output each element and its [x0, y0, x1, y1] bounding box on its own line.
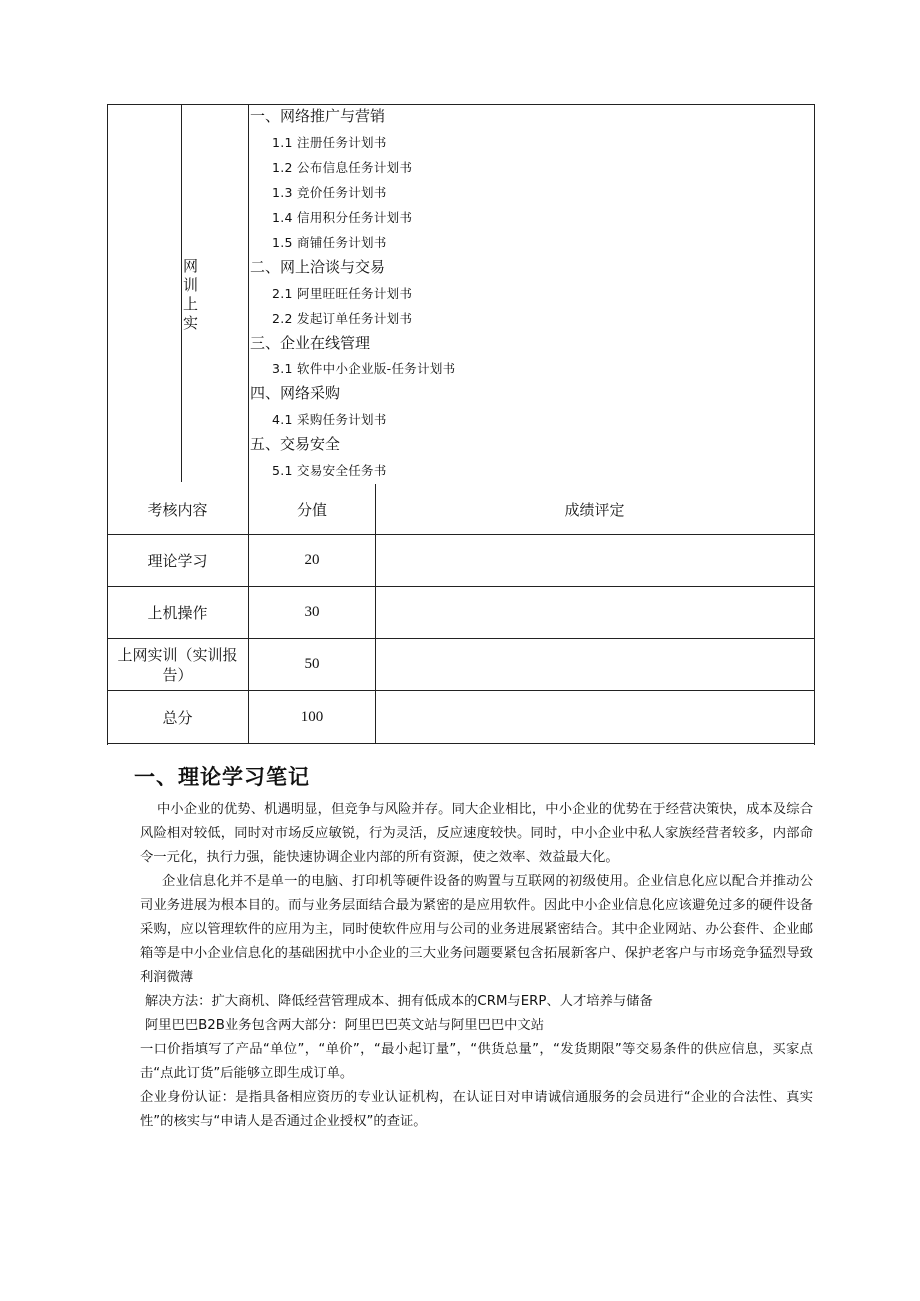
outline-heading: 四、网络采购 — [250, 384, 341, 403]
outline-heading: 一、网络推广与营销 — [250, 107, 386, 125]
table-cell-score: 50 — [304, 656, 320, 672]
table-header-score: 分值 — [296, 500, 327, 519]
outline-item: 1.5 商铺任务计划书 — [272, 234, 387, 250]
table-cell-grade[interactable] — [376, 691, 813, 743]
notes-paragraph: 企业身份认证：是指具备相应资历的专业认证机构，在认证日对申请诚信通服务的会员进行“企业的合法性、真实性”的核实与“申请人是否通过企业授权”的查证。 — [140, 1090, 813, 1129]
table-cell-score: 30 — [304, 604, 320, 620]
outline-item: 1.1 注册任务计划书 — [272, 134, 387, 150]
outline-item: 1.3 竞价任务计划书 — [272, 184, 387, 200]
table-cell-item: 上机操作 — [147, 604, 208, 622]
outline-item: 4.1 采购任务计划书 — [272, 412, 387, 428]
training-outline — [250, 104, 810, 483]
notes-paragraph: 解决方法：扩大商机、降低经营管理成本、拥有低成本的CRM与ERP、人才培养与储备 — [145, 994, 653, 1009]
section-vertical-label: 网训上实 — [183, 257, 199, 332]
outline-heading: 二、网上洽谈与交易 — [250, 257, 386, 276]
table-header-grade: 成绩评定 — [564, 500, 625, 519]
table-cell-grade[interactable] — [376, 535, 813, 586]
notes-body — [140, 798, 813, 1134]
table-cell-score: 100 — [300, 708, 324, 725]
outline-item: 2.1 阿里旺旺任务计划书 — [272, 285, 413, 301]
table-rule — [107, 743, 814, 744]
outline-heading: 五、交易安全 — [250, 435, 341, 454]
notes-paragraph: 企业信息化并不是单一的电脑、打印机等硬件设备的购置与互联网的初级使用。企业信息化应以配合并推动公司业务进展为根本目的。而与业务层面结合最为紧密的是应用软件。因此中小企业信息化应该避免过多的硬件设备采购，应以管理软件的应用为主，同时使软件应用与公司的业务进展紧密结合。其中企业网站、办公套件、企业邮箱等是中小企业信息化的基础困扰中小企业的三大业务问题要紧包含拓展新客户、保护老客户与市场竞争猛烈导致利润微薄 — [140, 874, 813, 985]
notes-paragraph: 中小企业的优势、机遇明显，但竞争与风险并存。同大企业相比，中小企业的优势在于经营决策快，成本及综合风险相对较低，同时对市场反应敏锐，行为灵活，反应速度较快。同时，中小企业中私人家族经营者较多，内部命令一元化，执行力强，能快速协调企业内部的所有资源，使之效率、效益最大化。 — [140, 802, 813, 865]
outline-item: 3.1 软件中小企业版-任务计划书 — [272, 361, 456, 377]
table-cell-score: 20 — [304, 552, 320, 568]
table-cell-item: 总分 — [162, 708, 193, 727]
section-title: 一、理论学习笔记 — [134, 765, 310, 789]
outline-item: 2.2 发起订单任务计划书 — [272, 310, 413, 326]
outline-heading: 三、企业在线管理 — [250, 333, 371, 352]
table-header-item: 考核内容 — [147, 500, 208, 519]
outline-item: 1.4 信用积分任务计划书 — [272, 209, 413, 225]
table-rule — [181, 104, 182, 482]
outline-item: 1.2 公布信息任务计划书 — [272, 159, 413, 175]
outline-item: 5.1 交易安全任务书 — [272, 462, 387, 478]
table-cell-item: 上网实训（实训报告） — [117, 645, 238, 684]
table-cell-grade[interactable] — [376, 639, 813, 690]
table-cell-grade[interactable] — [376, 587, 813, 638]
table-cell-item: 理论学习 — [147, 552, 208, 570]
notes-paragraph: 阿里巴巴B2B业务包含两大部分：阿里巴巴英文站与阿里巴巴中文站 — [145, 1018, 545, 1033]
notes-paragraph: 一口价指填写了产品“单位”，“单价”，“最小起订量”，“供货总量”，“发货期限”等交易条件的供应信息，买家点击“点此订货”后能够立即生成订单。 — [140, 1042, 813, 1081]
